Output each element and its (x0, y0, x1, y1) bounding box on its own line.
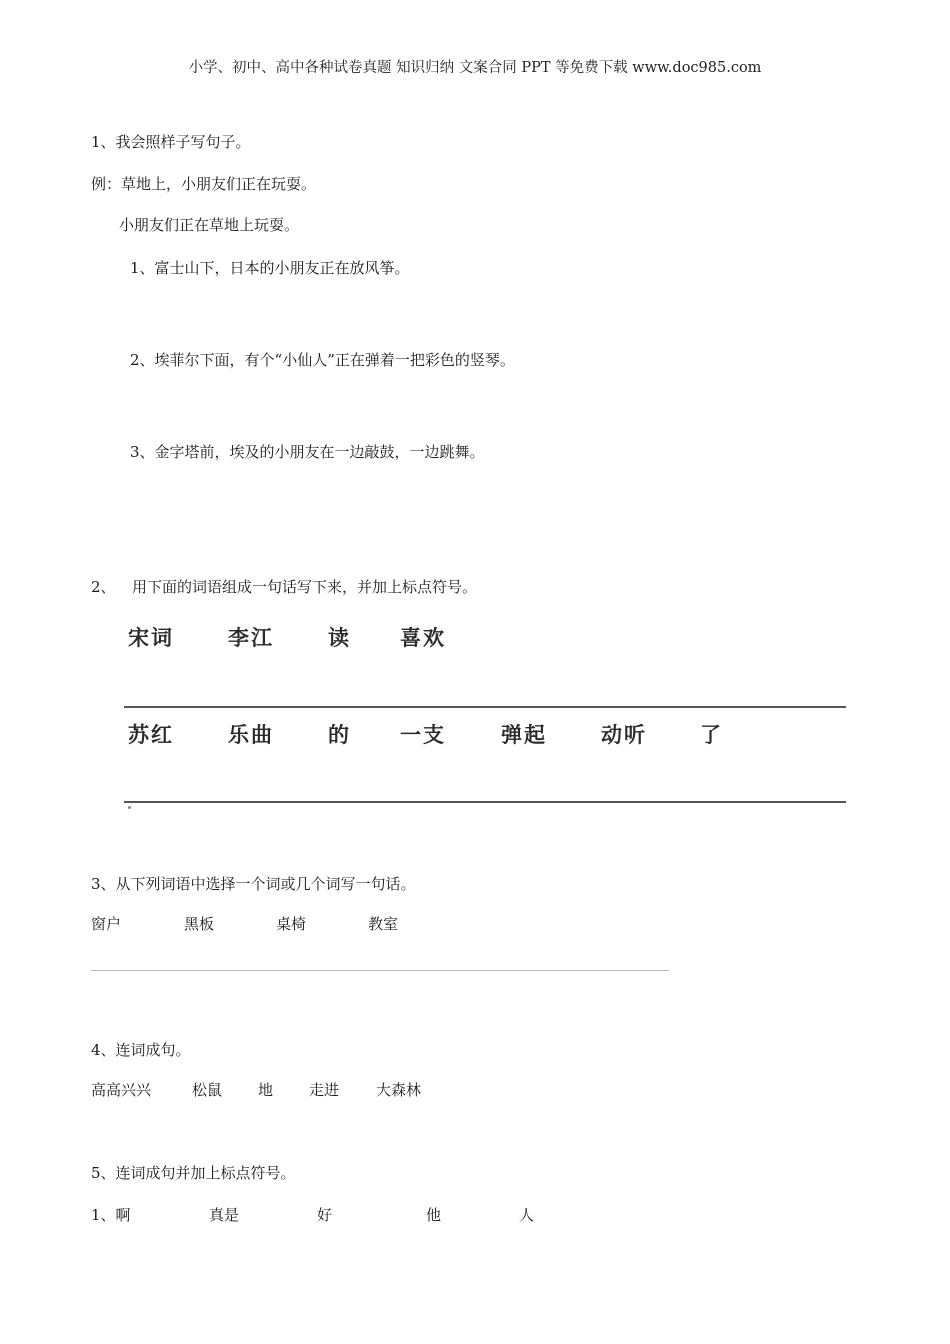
q2-number: 2、 (91, 578, 116, 596)
q3-answer-line[interactable] (91, 970, 669, 971)
q2-word: 宋词 (128, 626, 174, 650)
q2-word: 了 (700, 723, 723, 747)
q1-title: 1、我会照样子写句子。 (91, 133, 251, 151)
scan-speck (128, 806, 131, 809)
q3-word: 教室 (368, 915, 399, 933)
q4-word: 高高兴兴 (91, 1081, 152, 1099)
q2-word: 动听 (601, 723, 647, 747)
q5-word: 人 (519, 1206, 535, 1224)
q5-word: 真是 (209, 1206, 240, 1224)
q1-item-2: 2、埃菲尔下面，有个“小仙人”正在弹着一把彩色的竖琴。 (130, 351, 515, 369)
q2-word: 的 (328, 723, 351, 747)
q1-item-3: 3、金字塔前，埃及的小朋友在一边敲鼓，一边跳舞。 (130, 443, 485, 461)
q2-answer-line-2[interactable] (124, 801, 846, 803)
q3-word: 黑板 (184, 915, 215, 933)
q1-item-1: 1、富士山下，日本的小朋友正在放风筝。 (130, 259, 410, 277)
q1-example: 例：草地上，小朋友们正在玩耍。 (91, 175, 317, 193)
q3-word: 桌椅 (276, 915, 307, 933)
page-header: 小学、初中、高中各种试卷真题 知识归纳 文案合同 PPT 等免费下载 www.doc985.com (188, 60, 762, 76)
q4-title: 4、连词成句。 (91, 1041, 191, 1059)
q2-word: 一支 (400, 723, 446, 747)
q4-word: 走进 (309, 1081, 340, 1099)
q2-title: 用下面的词语组成一句话写下来，并加上标点符号。 (132, 578, 478, 596)
q5-word: 1、啊 (91, 1206, 131, 1224)
q4-word: 地 (258, 1081, 274, 1099)
q3-title: 3、从下列词语中选择一个词或几个词写一句话。 (91, 875, 416, 893)
q5-word: 好 (317, 1206, 333, 1224)
q2-answer-line-1[interactable] (124, 706, 846, 708)
q5-word: 他 (426, 1206, 442, 1224)
q4-word: 松鼠 (192, 1081, 223, 1099)
q2-word: 苏红 (128, 723, 174, 747)
q2-word: 喜欢 (400, 626, 446, 650)
q5-title: 5、连词成句并加上标点符号。 (91, 1164, 296, 1182)
q2-word: 读 (328, 626, 351, 650)
q2-word: 弹起 (501, 723, 547, 747)
q1-example-answer: 小朋友们正在草地上玩耍。 (119, 216, 300, 234)
q4-word: 大森林 (376, 1081, 422, 1099)
q2-word: 乐曲 (228, 723, 274, 747)
q3-word: 窗户 (91, 915, 122, 933)
q2-word: 李江 (228, 626, 274, 650)
